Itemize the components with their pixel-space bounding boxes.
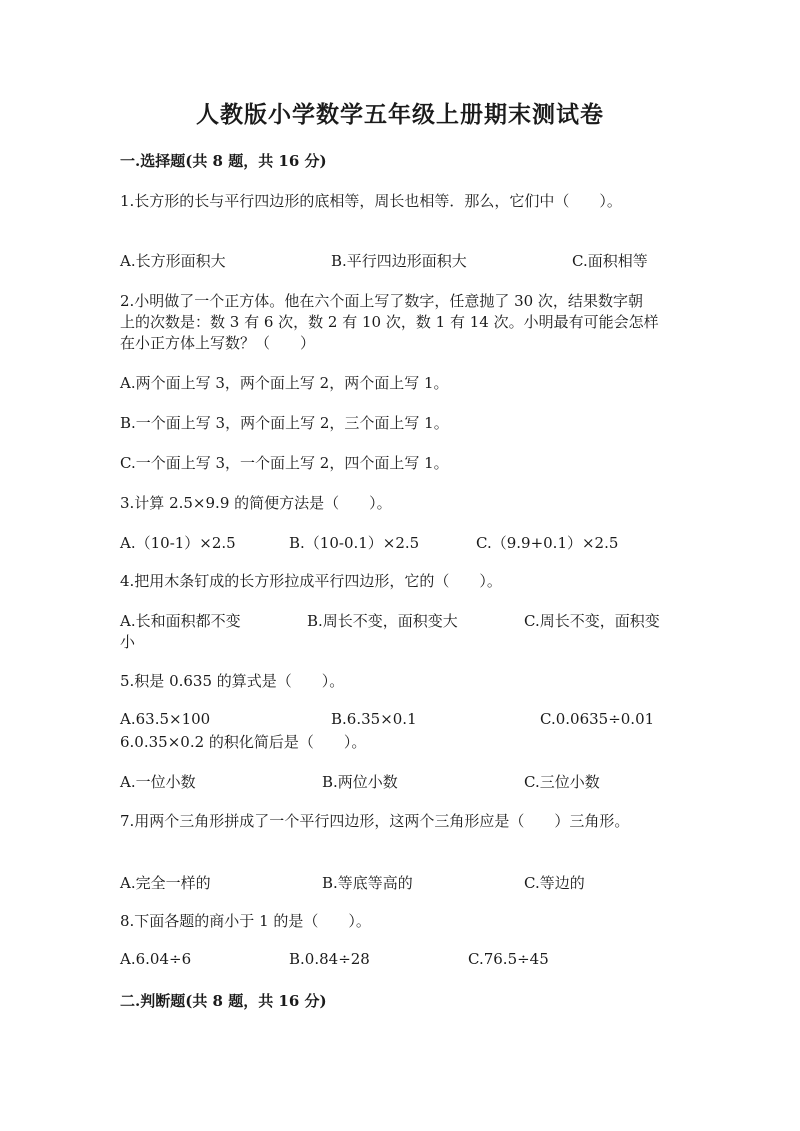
question-8-stem: 8.下面各题的商小于 1 的是（ ）。 xyxy=(120,912,371,930)
question-1-stem: 1.长方形的长与平行四边形的底相等，周长也相等．那么，它们中（ ）。 xyxy=(120,192,622,210)
question-1-option-c: C.面积相等 xyxy=(572,252,648,270)
question-4-option-b: B.周长不变，面积变大 xyxy=(307,612,458,630)
question-6-option-a: A.一位小数 xyxy=(120,773,196,791)
question-4-option-a: A.长和面积都不变 xyxy=(120,612,241,630)
question-2-option-a: A.两个面上写 3，两个面上写 2，两个面上写 1。 xyxy=(120,374,449,392)
question-3-stem: 3.计算 2.5×9.9 的简便方法是（ ）。 xyxy=(120,494,392,512)
question-6-option-b: B.两位小数 xyxy=(322,773,398,791)
question-8-option-b: B.0.84÷28 xyxy=(289,950,370,968)
section-heading-judgement: 二.判断题(共 8 题，共 16 分) xyxy=(120,992,327,1010)
question-1-option-b: B.平行四边形面积大 xyxy=(331,252,467,270)
question-2-stem-line-1: 2.小明做了一个正方体。他在六个面上写了数字，任意抛了 30 次，结果数字朝 xyxy=(120,292,643,310)
question-5-option-a: A.63.5×100 xyxy=(120,710,211,728)
question-2-option-c: C.一个面上写 3，一个面上写 2，四个面上写 1。 xyxy=(120,454,449,472)
exam-title: 人教版小学数学五年级上册期末测试卷 xyxy=(196,101,604,128)
question-5-option-c: C.0.0635÷0.01 xyxy=(540,710,655,728)
question-2-stem-line-3: 在小正方体上写数？（ ） xyxy=(120,334,316,352)
question-1-option-a: A.长方形面积大 xyxy=(120,252,226,270)
question-4-option-c: C.周长不变，面积变 xyxy=(524,612,660,630)
question-4-stem: 4.把用木条钉成的长方形拉成平行四边形，它的（ ）。 xyxy=(120,572,502,590)
question-6-option-c: C.三位小数 xyxy=(524,773,600,791)
section-heading-choice: 一.选择题(共 8 题，共 16 分) xyxy=(120,152,327,170)
question-7-option-b: B.等底等高的 xyxy=(322,874,413,892)
question-7-stem: 7.用两个三角形拼成了一个平行四边形，这两个三角形应是（ ）三角形。 xyxy=(120,812,630,830)
question-8-option-a: A.6.04÷6 xyxy=(120,950,192,968)
question-2-option-b: B.一个面上写 3，两个面上写 2，三个面上写 1。 xyxy=(120,414,449,432)
question-5-option-b: B.6.35×0.1 xyxy=(331,710,417,728)
question-4-option-c-wrap: 小 xyxy=(120,633,136,651)
question-7-option-c: C.等边的 xyxy=(524,874,585,892)
question-8-option-c: C.76.5÷45 xyxy=(468,950,549,968)
question-3-option-b: B.（10-0.1）×2.5 xyxy=(289,534,420,552)
question-5-stem: 5.积是 0.635 的算式是（ ）。 xyxy=(120,672,345,690)
question-6-stem: 6.0.35×0.2 的积化简后是（ ）。 xyxy=(120,733,367,751)
question-3-option-a: A.（10-1）×2.5 xyxy=(120,534,236,552)
question-3-option-c: C.（9.9+0.1）×2.5 xyxy=(476,534,619,552)
question-2-stem-line-2: 上的次数是：数 3 有 6 次，数 2 有 10 次，数 1 有 14 次。小明最有可能会怎样 xyxy=(120,313,659,331)
question-7-option-a: A.完全一样的 xyxy=(120,874,211,892)
